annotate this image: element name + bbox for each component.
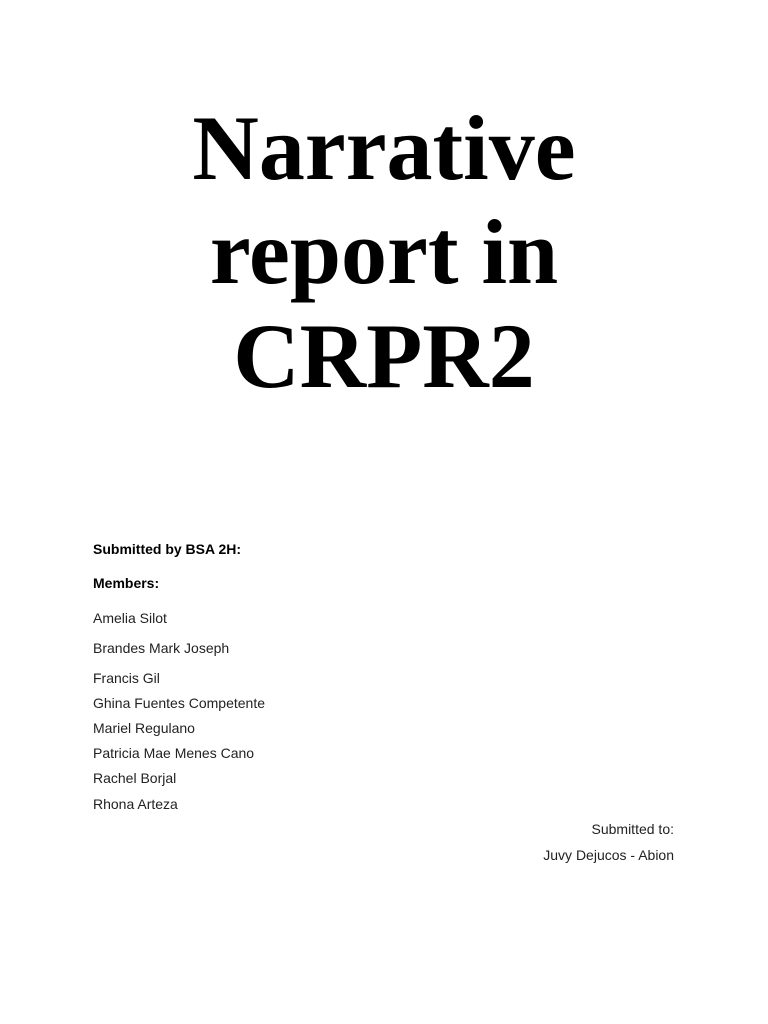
- submitted-to-label: Submitted to:: [591, 821, 674, 837]
- document-title: [0, 96, 768, 408]
- member-name: Brandes Mark Joseph: [93, 640, 230, 656]
- member-name: Francis Gil: [93, 670, 160, 686]
- member-name: Patricia Mae Menes Cano: [93, 745, 255, 761]
- title-line-1: Narrative: [192, 97, 576, 199]
- title-line-2: report in: [209, 201, 559, 303]
- title-line-3: CRPR2: [233, 305, 535, 407]
- submitted-by-label: Submitted by BSA 2H:: [93, 541, 242, 557]
- submitted-to-name: Juvy Dejucos - Abion: [543, 847, 674, 863]
- member-name: Rachel Borjal: [93, 770, 177, 786]
- member-name: Mariel Regulano: [93, 720, 195, 736]
- member-name: Rhona Arteza: [93, 796, 178, 812]
- members-heading: Members:: [93, 575, 160, 591]
- member-name: Ghina Fuentes Competente: [93, 695, 265, 711]
- member-name: Amelia Silot: [93, 610, 167, 626]
